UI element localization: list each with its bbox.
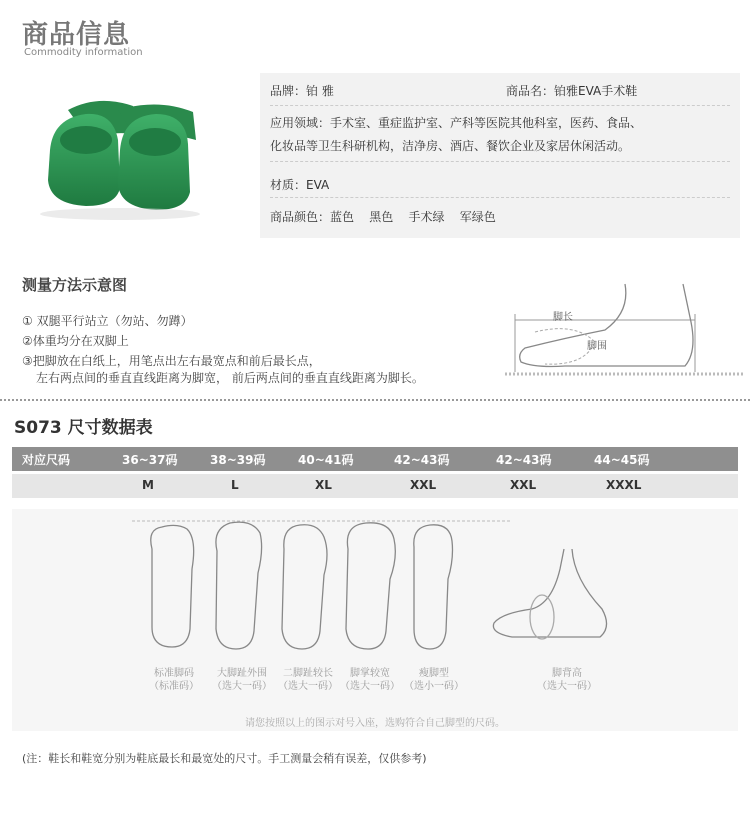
foot-type-advice-4: （选大一码） — [340, 681, 400, 692]
section-divider — [0, 399, 750, 401]
product-name-text: 商品名：铂雅EVA手术鞋 — [506, 84, 638, 98]
brand-text: 品牌：铂 雅 — [270, 84, 334, 98]
size-value-3: XL — [315, 478, 332, 492]
size-col-6: 44~45码 — [594, 453, 650, 467]
foot-type-name-5: 瘦脚型 — [419, 668, 449, 679]
foot-type-panel — [12, 509, 738, 731]
foot-girth-label: 脚围 — [587, 341, 607, 352]
size-header-label: 对应尺码 — [22, 453, 71, 467]
foot-type-advice-3: （选大一码） — [278, 681, 338, 692]
foot-type-name-6: 脚背高 — [552, 668, 582, 679]
foot-type-name-2: 大脚趾外围 — [217, 668, 267, 679]
size-col-1: 36~37码 — [122, 453, 178, 467]
usage-text-line2: 化妆品等卫生科研机构，洁净房、酒店、餐饮企业及家居休闲活动。 — [270, 139, 631, 153]
usage-text-line1: 应用领域：手术室、重症监护室、产科等医院其他科室，医药、食品、 — [270, 116, 643, 130]
product-image-green-clogs — [28, 80, 226, 230]
foot-type-advice-1: （标准码） — [149, 681, 199, 692]
divider — [270, 105, 730, 106]
material-text: 材质：EVA — [270, 178, 330, 192]
foot-type-advice-2: （选大一码） — [212, 681, 272, 692]
size-col-2: 38~39码 — [210, 453, 266, 467]
measure-title: 测量方法示意图 — [22, 276, 128, 294]
size-table-header — [12, 447, 738, 471]
size-table-row — [12, 474, 738, 498]
size-value-2: L — [231, 478, 239, 492]
measure-step-3b: 左右两点间的垂直直线距离为脚宽， 前后两点间的垂直直线距离为脚长。 — [36, 371, 424, 385]
section-title-product-info: 商品信息 — [22, 20, 131, 50]
size-col-4: 42~43码 — [394, 453, 450, 467]
foot-type-advice-6: （选大一码） — [537, 681, 597, 692]
foot-type-name-3: 二脚趾较长 — [283, 668, 333, 679]
foot-type-name-4: 脚掌较宽 — [350, 668, 390, 679]
foot-type-note: 请您按照以上的图示对号入座，选购符合自己脚型的尺码。 — [245, 718, 505, 729]
measure-step-2: ②体重均分在双脚上 — [22, 334, 129, 348]
product-info-panel — [260, 73, 740, 238]
section-subtitle: Commodity information — [24, 47, 143, 58]
foot-length-label: 脚长 — [553, 312, 573, 323]
foot-measure-diagram — [505, 282, 745, 382]
size-value-6: XXXL — [606, 478, 642, 492]
size-table-title: S073 尺寸数据表 — [14, 418, 153, 438]
foot-type-advice-5: （选小一码） — [404, 681, 464, 692]
colors-text: 商品颜色：蓝色 黑色 手术绿 军绿色 — [270, 210, 496, 224]
footnote: (注：鞋长和鞋宽分别为鞋底最长和最宽处的尺寸。手工测量会稍有误差，仅供参考) — [22, 752, 427, 765]
size-value-5: XXL — [510, 478, 537, 492]
size-col-3: 40~41码 — [298, 453, 354, 467]
size-value-1: M — [142, 478, 154, 492]
size-value-4: XXL — [410, 478, 437, 492]
divider — [270, 161, 730, 162]
size-col-5: 42~43码 — [496, 453, 552, 467]
foot-type-name-1: 标准脚码 — [154, 668, 194, 679]
measure-step-3: ③把脚放在白纸上，用笔点出左右最宽点和前后最长点， — [22, 354, 321, 368]
measure-step-1: ① 双腿平行站立（勿站、勿蹲） — [22, 314, 193, 328]
divider — [270, 197, 730, 198]
